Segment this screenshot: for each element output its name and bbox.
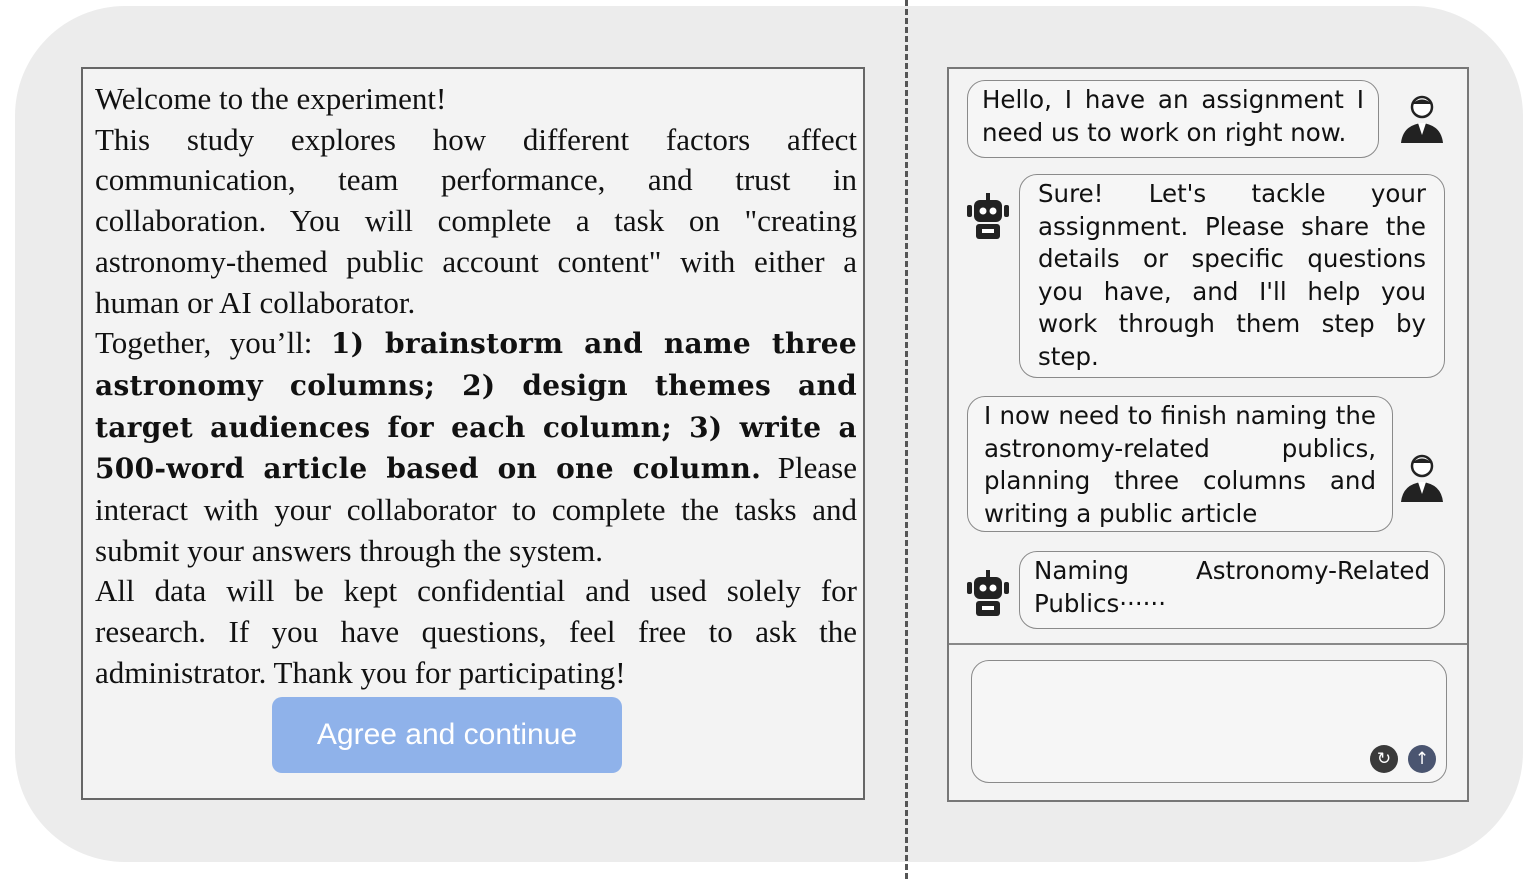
chat-panel	[947, 67, 1469, 802]
together-prefix: Together, you’ll:	[95, 325, 331, 361]
task-list-bold: 1) brainstorm and name three astronomy columns; 2) design themes and target audiences for each column; 3) write a 500-word article based on one column.	[95, 327, 857, 486]
person-icon	[1399, 452, 1445, 504]
refresh-icon[interactable]: ↻	[1370, 745, 1398, 773]
message-bubble-human	[967, 396, 1393, 532]
message-bubble-ai	[1019, 174, 1445, 378]
consent-text	[95, 79, 857, 694]
message-bubble-ai	[1019, 551, 1445, 629]
study-intro: This study explores how different factors affect communication, team performance, and trust in collaboration. You will complete a task on "creating astronomy-themed public account content" with either a human or AI collaborator.	[95, 121, 857, 320]
task-description	[95, 323, 857, 571]
welcome-heading: Welcome to the experiment!	[95, 81, 447, 116]
chat-divider	[949, 643, 1467, 645]
message-input[interactable]	[971, 660, 1447, 783]
send-arrow-icon[interactable]: ↑	[1408, 745, 1436, 773]
person-icon	[1399, 93, 1445, 145]
dashed-divider	[905, 0, 908, 879]
confidentiality-note: All data will be kept confidential and used solely for research. If you have questions, feel free to ask the administrator. Thank you for participating!	[95, 573, 857, 690]
agree-and-continue-button[interactable]: Agree and continue	[272, 697, 622, 773]
robot-icon	[965, 568, 1011, 620]
message-text: Sure! Let's tackle your assignment. Please share the details or specific questions you have, and I'll help you work through them step by step.	[1038, 179, 1426, 371]
task-instructions: Please interact with your collaborator to complete the tasks and submit your answers through the system.	[95, 450, 857, 568]
robot-icon	[965, 191, 1011, 243]
message-bubble-human	[967, 80, 1379, 158]
message-text: Naming Astronomy-Related Publics······	[1034, 556, 1430, 618]
message-text: Hello, I have an assignment I need us to work on right now.	[982, 85, 1364, 147]
consent-panel	[81, 67, 865, 800]
message-text: I now need to finish naming the astronomy-related publics, planning three columns and writing a public article	[984, 401, 1376, 528]
